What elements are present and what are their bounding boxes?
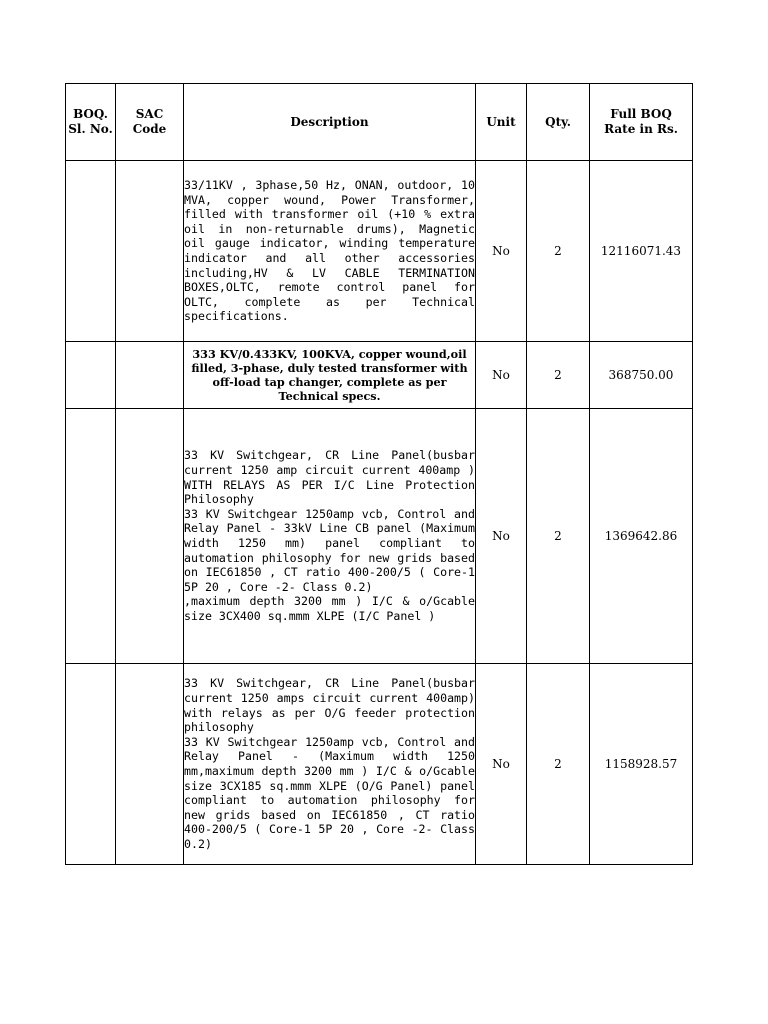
- description-paragraph: ,maximum depth 3200 mm ) I/C & o/Gcable size 3CX400 sq.mmm XLPE (I/C Panel ): [184, 594, 475, 623]
- rate-cell: 1369642.86: [590, 409, 693, 664]
- unit-cell: No: [476, 161, 527, 342]
- sac-code-cell: [116, 409, 184, 664]
- boq-table: [65, 83, 693, 865]
- header-unit: Unit: [476, 84, 527, 161]
- table-row: [66, 161, 693, 342]
- unit-cell: No: [476, 409, 527, 664]
- unit-cell: No: [476, 342, 527, 409]
- sl-no-cell: [66, 161, 116, 342]
- qty-cell: 2: [527, 664, 590, 865]
- qty-cell: 2: [527, 342, 590, 409]
- header-qty: Qty.: [527, 84, 590, 161]
- description-cell: [184, 409, 476, 664]
- table-row: [66, 342, 693, 409]
- sl-no-cell: [66, 342, 116, 409]
- qty-cell: 2: [527, 409, 590, 664]
- header-sl-no: BOQ. Sl. No.: [66, 84, 116, 161]
- rate-cell: 368750.00: [590, 342, 693, 409]
- rate-cell: 1158928.57: [590, 664, 693, 865]
- sl-no-cell: [66, 409, 116, 664]
- description-cell: [184, 664, 476, 865]
- sac-code-cell: [116, 664, 184, 865]
- header-sac-code: SAC Code: [116, 84, 184, 161]
- table-row: [66, 664, 693, 865]
- description-text: 333 KV/0.433KV, 100KVA, copper wound,oil filled, 3-phase, duly tested transformer with off-load tap changer, complete as per Technical specs.: [191, 347, 468, 403]
- table-row: [66, 409, 693, 664]
- description-cell: [184, 342, 476, 409]
- header-description: Description: [184, 84, 476, 161]
- qty-cell: 2: [527, 161, 590, 342]
- unit-cell: No: [476, 664, 527, 865]
- description-cell: [184, 161, 476, 342]
- description-paragraph: 33 KV Switchgear, CR Line Panel(busbar current 1250 amp circuit current 400amp ) WITH RELAYS AS PER I/C Line Protection Philosophy: [184, 448, 475, 507]
- description-text: 33/11KV , 3phase,50 Hz, ONAN, outdoor, 10 MVA, copper wound, Power Transformer, filled with transformer oil (+10 % extra oil in non-returnable drums), Magnetic oil gauge indicator, winding temperature indicator and all other accessories including,HV & LV CABLE TERMINATION BOXES,OLTC, remote control panel for OLTC, complete as per Technical specifications.: [184, 178, 475, 324]
- table-header-row: [66, 84, 693, 161]
- description-paragraph: 33 KV Switchgear, CR Line Panel(busbar current 1250 amps circuit current 400amp) with relays as per O/G feeder protection philosophy: [184, 676, 475, 735]
- description-paragraph: 33 KV Switchgear 1250amp vcb, Control and Relay Panel - 33kV Line CB panel (Maximum width 1250 mm) panel compliant to automation philosophy for new grids based on IEC61850 , CT ratio 400-200/5 ( Core-1 5P 20 , Core -2- Class 0.2): [184, 506, 475, 594]
- sl-no-cell: [66, 664, 116, 865]
- rate-cell: 12116071.43: [590, 161, 693, 342]
- description-paragraph: 33 KV Switchgear 1250amp vcb, Control and Relay Panel - (Maximum width 1250 mm,maximum depth 3200 mm ) I/C & o/Gcable size 3CX185 sq.mmm XLPE (O/G Panel) panel compliant to automation philosophy for new grids based on IEC61850 , CT ratio 400-200/5 ( Core-1 5P 20 , Core -2- Class 0.2): [184, 734, 475, 851]
- sac-code-cell: [116, 342, 184, 409]
- sac-code-cell: [116, 161, 184, 342]
- header-rate: Full BOQ Rate in Rs.: [590, 84, 693, 161]
